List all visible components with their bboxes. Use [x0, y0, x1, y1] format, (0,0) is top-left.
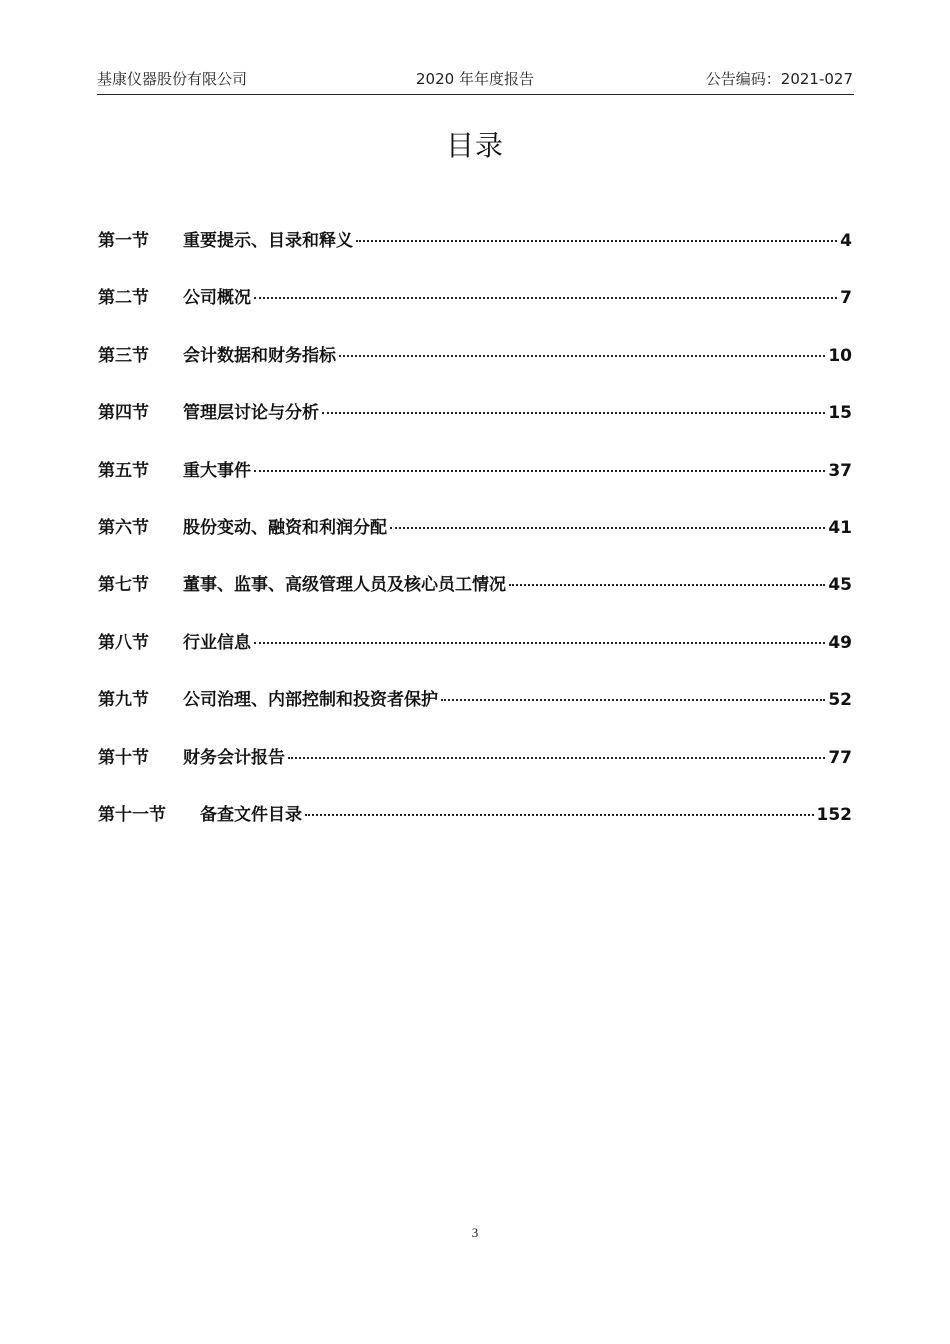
toc-entry[interactable] [98, 283, 852, 340]
toc-entry[interactable] [98, 570, 852, 627]
toc-dot-leader [322, 412, 825, 414]
toc-section-number: 第一节 [98, 231, 149, 251]
toc-page-number: 77 [828, 747, 852, 768]
toc-section-number: 第五节 [98, 460, 149, 481]
toc-entry[interactable] [98, 513, 852, 570]
toc-section-number: 第九节 [98, 690, 149, 711]
toc-section-name: 行业信息 [183, 632, 251, 653]
toc-section-number: 第三节 [98, 345, 149, 366]
toc-section-name: 备查文件目录 [200, 804, 302, 825]
toc-page-number: 37 [828, 460, 852, 481]
toc-section-name: 股份变动、融资和利润分配 [183, 517, 387, 538]
toc-page-number: 152 [816, 804, 852, 825]
page-title: 目录 [445, 129, 504, 162]
toc-section-name: 公司治理、内部控制和投资者保护 [183, 690, 438, 711]
toc-section-name: 会计数据和财务指标 [183, 345, 336, 366]
toc-page-number: 15 [828, 403, 852, 424]
toc-dot-leader [254, 297, 837, 299]
table-of-contents [98, 226, 852, 857]
toc-section-name: 重大事件 [183, 460, 251, 481]
toc-dot-leader [441, 699, 825, 701]
toc-section-name: 公司概况 [183, 288, 251, 309]
toc-page-number: 52 [828, 690, 852, 711]
toc-section-number: 第六节 [98, 517, 149, 538]
toc-section-number: 第七节 [98, 575, 149, 596]
toc-dot-leader [509, 584, 825, 586]
toc-section-number: 第四节 [98, 403, 149, 424]
toc-entry[interactable] [98, 743, 852, 800]
toc-section-number: 第二节 [98, 288, 149, 309]
toc-dot-leader [254, 470, 825, 472]
header-report-title: 2020 年年度报告 [416, 70, 534, 88]
toc-page-number: 41 [828, 517, 852, 538]
toc-section-name: 管理层讨论与分析 [183, 403, 319, 424]
toc-entry[interactable] [98, 341, 852, 398]
toc-page-number: 4 [840, 231, 852, 251]
toc-dot-leader [288, 757, 825, 759]
toc-entry[interactable] [98, 226, 852, 283]
toc-page-number: 10 [828, 345, 852, 366]
toc-dot-leader [305, 814, 814, 816]
toc-page-number: 7 [840, 288, 852, 309]
toc-section-name: 重要提示、目录和释义 [183, 231, 353, 251]
header-company-name: 基康仪器股份有限公司 [97, 70, 248, 88]
toc-section-number: 第十一节 [98, 804, 166, 825]
toc-dot-leader [356, 240, 837, 242]
toc-dot-leader [339, 355, 825, 357]
header-announcement-code: 公告编码：2021-027 [705, 70, 853, 88]
page-header [97, 68, 853, 92]
toc-section-name: 董事、监事、高级管理人员及核心员工情况 [183, 575, 506, 596]
toc-entry[interactable] [98, 800, 852, 857]
toc-section-number: 第八节 [98, 632, 149, 653]
header-divider [97, 94, 854, 95]
toc-dot-leader [390, 527, 825, 529]
toc-entry[interactable] [98, 398, 852, 455]
toc-page-number: 45 [828, 575, 852, 596]
page-number: 3 [471, 1225, 479, 1240]
toc-section-name: 财务会计报告 [183, 747, 285, 768]
toc-entry[interactable] [98, 685, 852, 742]
toc-entry[interactable] [98, 628, 852, 685]
toc-entry[interactable] [98, 456, 852, 513]
toc-dot-leader [254, 642, 825, 644]
toc-page-number: 49 [828, 632, 852, 653]
toc-section-number: 第十节 [98, 747, 149, 768]
